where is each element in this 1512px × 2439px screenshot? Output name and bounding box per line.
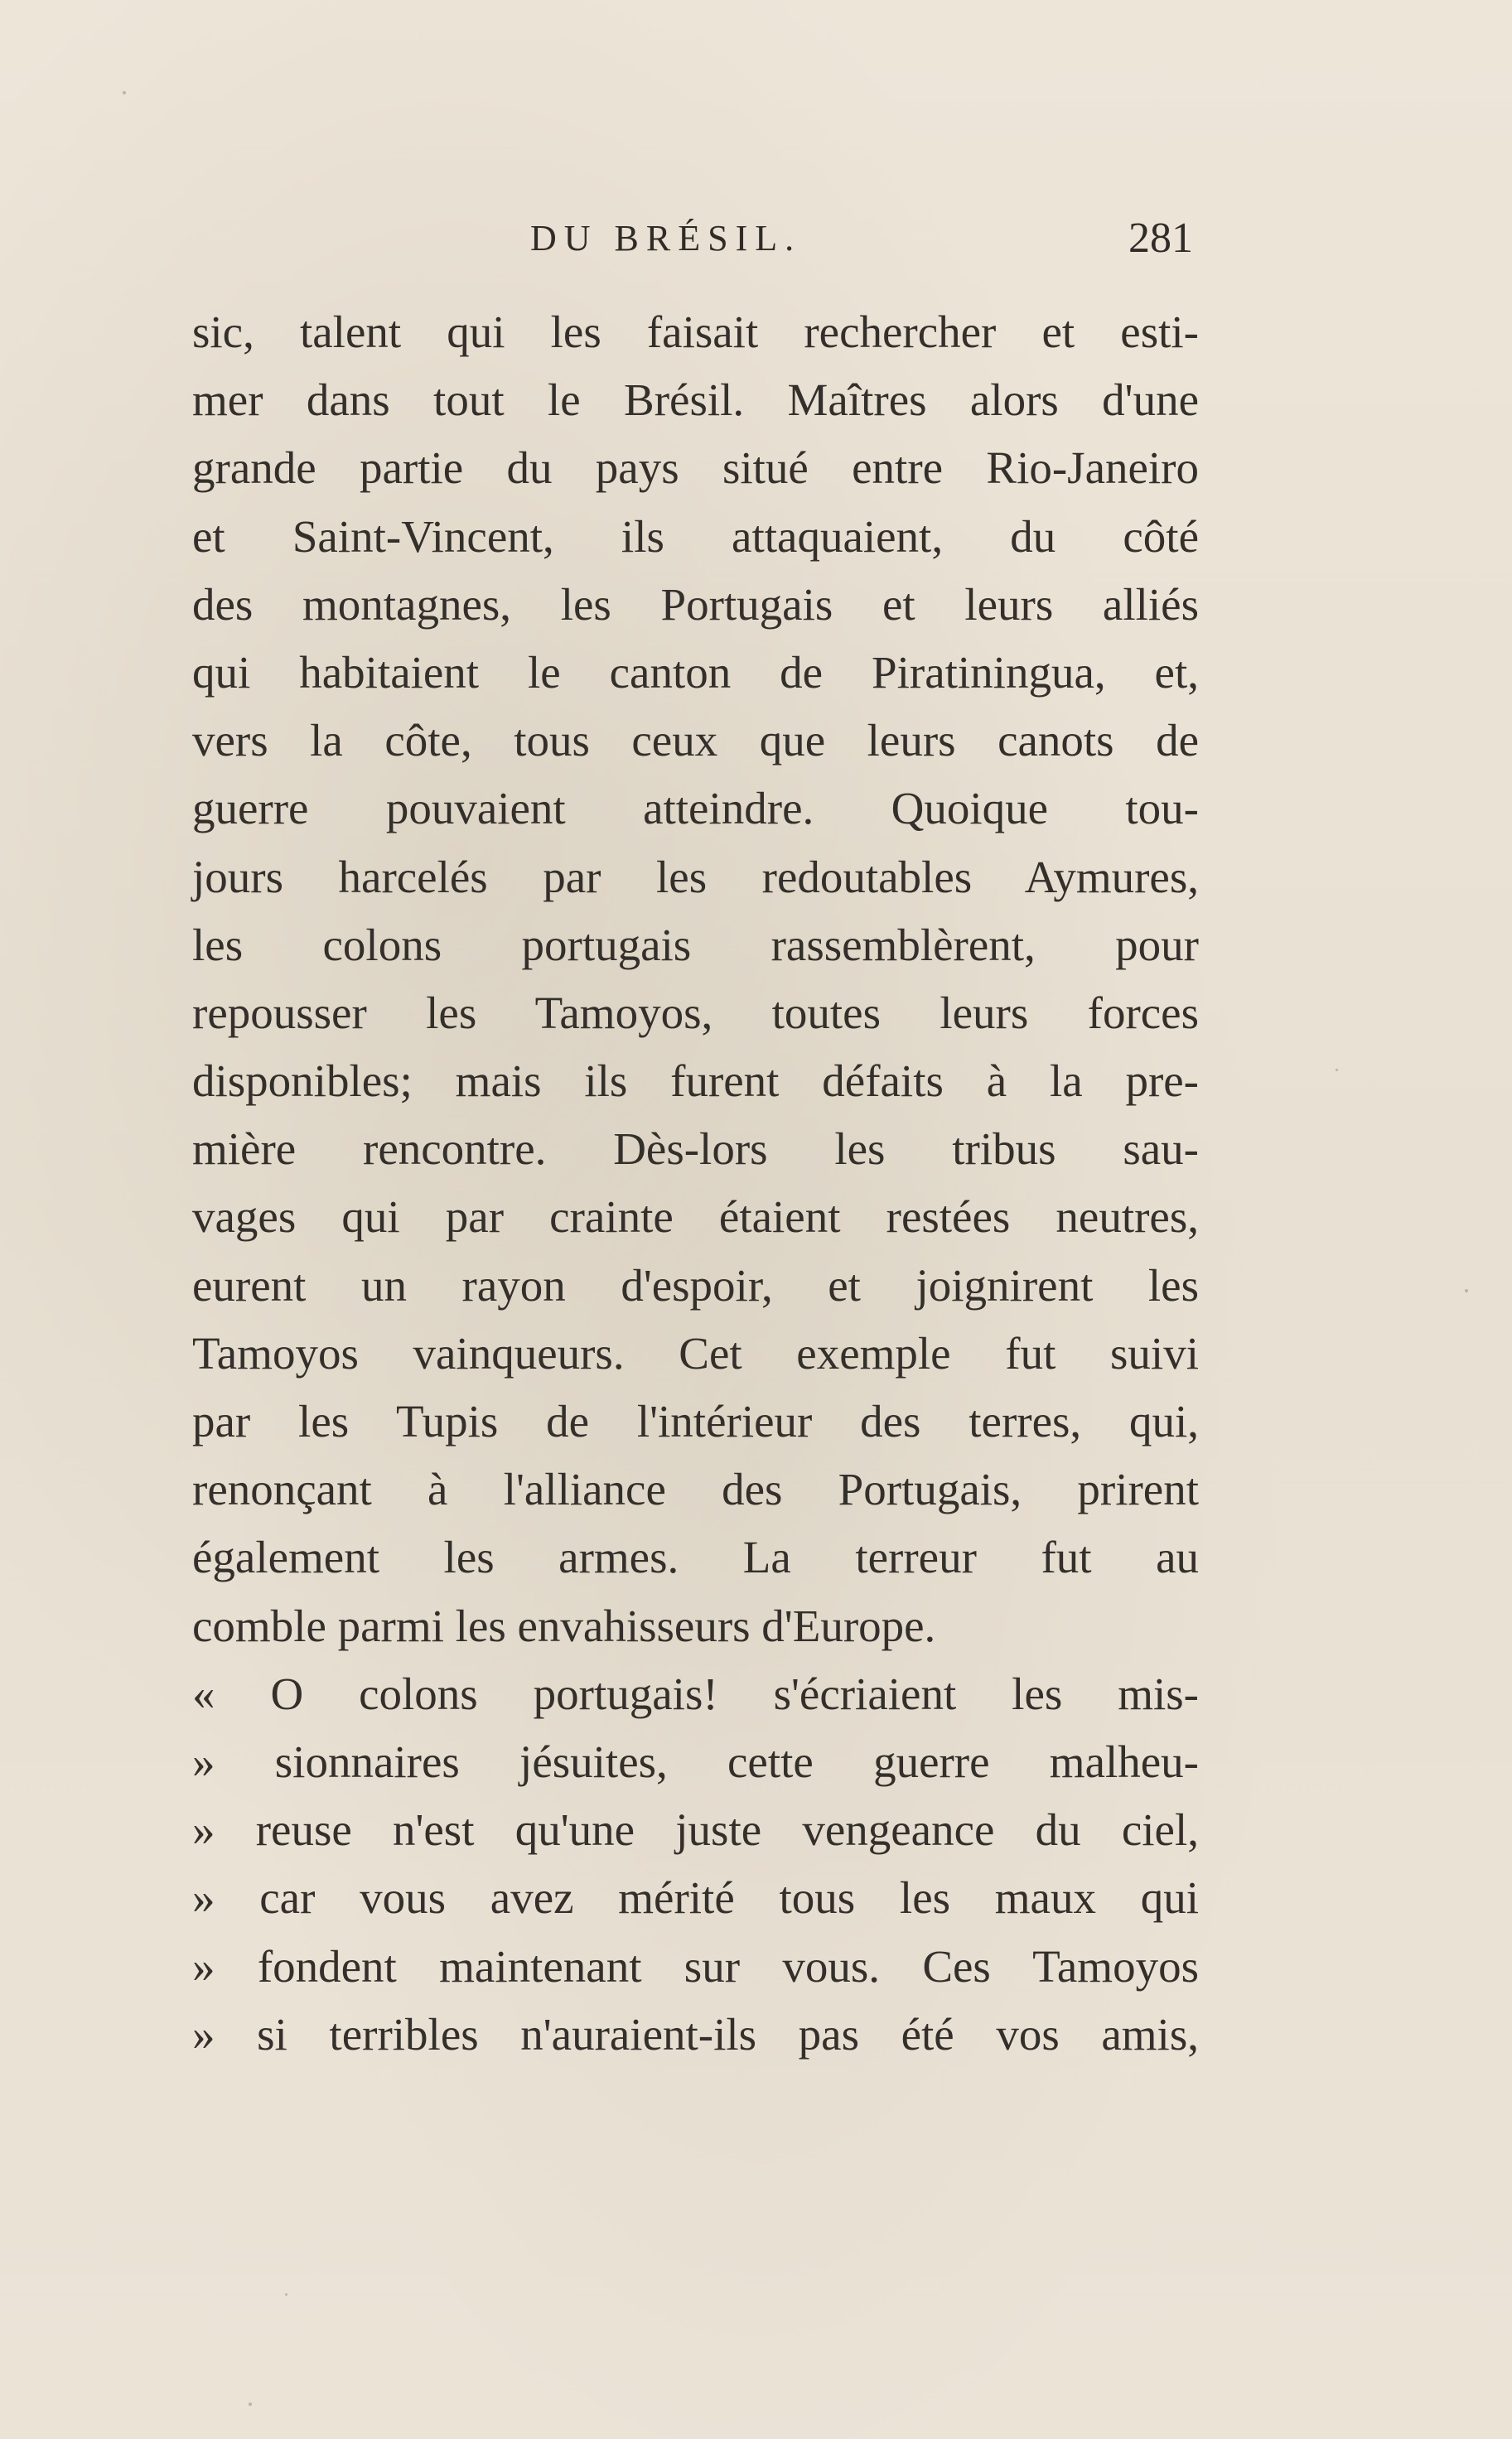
- text-line: sic, talent qui les faisait rechercher et esti-: [192, 307, 1199, 357]
- text-line: des montagnes, les Portugais et leurs alliés: [192, 578, 1199, 630]
- text-line: par les Tupis de l'intérieur des terres, qui,: [192, 1396, 1199, 1446]
- text-line: vers la côte, tous ceux que leurs canots de: [192, 715, 1199, 766]
- text-line: grande partie du pays situé entre Rio-Janeiro: [192, 442, 1199, 494]
- text-line: eurent un rayon d'espoir, et joignirent les: [192, 1259, 1199, 1311]
- text-line: » reuse n'est qu'une juste vengeance du ciel,: [192, 1804, 1199, 1856]
- text-line: qui habitaient le canton de Piratiningua, et,: [192, 646, 1199, 698]
- paper-speck: [285, 2293, 287, 2296]
- text-line: également les armes. La terreur fut au: [192, 1532, 1199, 1583]
- text-line: » car vous avez mérité tous les maux qui: [192, 1872, 1199, 1924]
- text-line: et Saint-Vincent, ils attaquaient, du côté: [192, 510, 1199, 562]
- running-title: DU BRÉSIL.: [530, 218, 802, 258]
- paper-speck: [123, 91, 126, 94]
- text-line: mière rencontre. Dès-lors les tribus sau-: [192, 1123, 1199, 1175]
- page-number: 281: [1128, 215, 1193, 262]
- text-line: guerre pouvaient atteindre. Quoique tou-: [192, 783, 1199, 834]
- text-line: » si terribles n'auraient-ils pas été vos amis,: [192, 2008, 1199, 2060]
- text-line: les colons portugais rassemblèrent, pour: [192, 919, 1199, 970]
- text-line: jours harcelés par les redoutables Aymures,: [192, 851, 1199, 902]
- paper-speck: [1336, 1069, 1338, 1071]
- text-line: renonçant à l'alliance des Portugais, prirent: [192, 1464, 1199, 1515]
- text-line: » fondent maintenant sur vous. Ces Tamoyos: [192, 1940, 1199, 1992]
- text-line: mer dans tout le Brésil. Maîtres alors d'une: [192, 374, 1199, 426]
- body-text: [192, 298, 1199, 2069]
- text-line: repousser les Tamoyos, toutes leurs forces: [192, 987, 1199, 1038]
- paper-speck: [1465, 1289, 1468, 1292]
- text-line: disponibles; mais ils furent défaits à la pre-: [192, 1055, 1199, 1107]
- text-line: » sionnaires jésuites, cette guerre malheu-: [192, 1736, 1199, 1787]
- text-line: « O colons portugais! s'écriaient les mis-: [192, 1668, 1199, 1719]
- text-line: vages qui par crainte étaient restées neutres,: [192, 1191, 1199, 1243]
- running-head: [530, 217, 1193, 267]
- text-line: comble parmi les envahisseurs d'Europe.: [192, 1600, 936, 1651]
- text-line: Tamoyos vainqueurs. Cet exemple fut suivi: [192, 1327, 1199, 1379]
- paper-speck: [249, 2403, 252, 2406]
